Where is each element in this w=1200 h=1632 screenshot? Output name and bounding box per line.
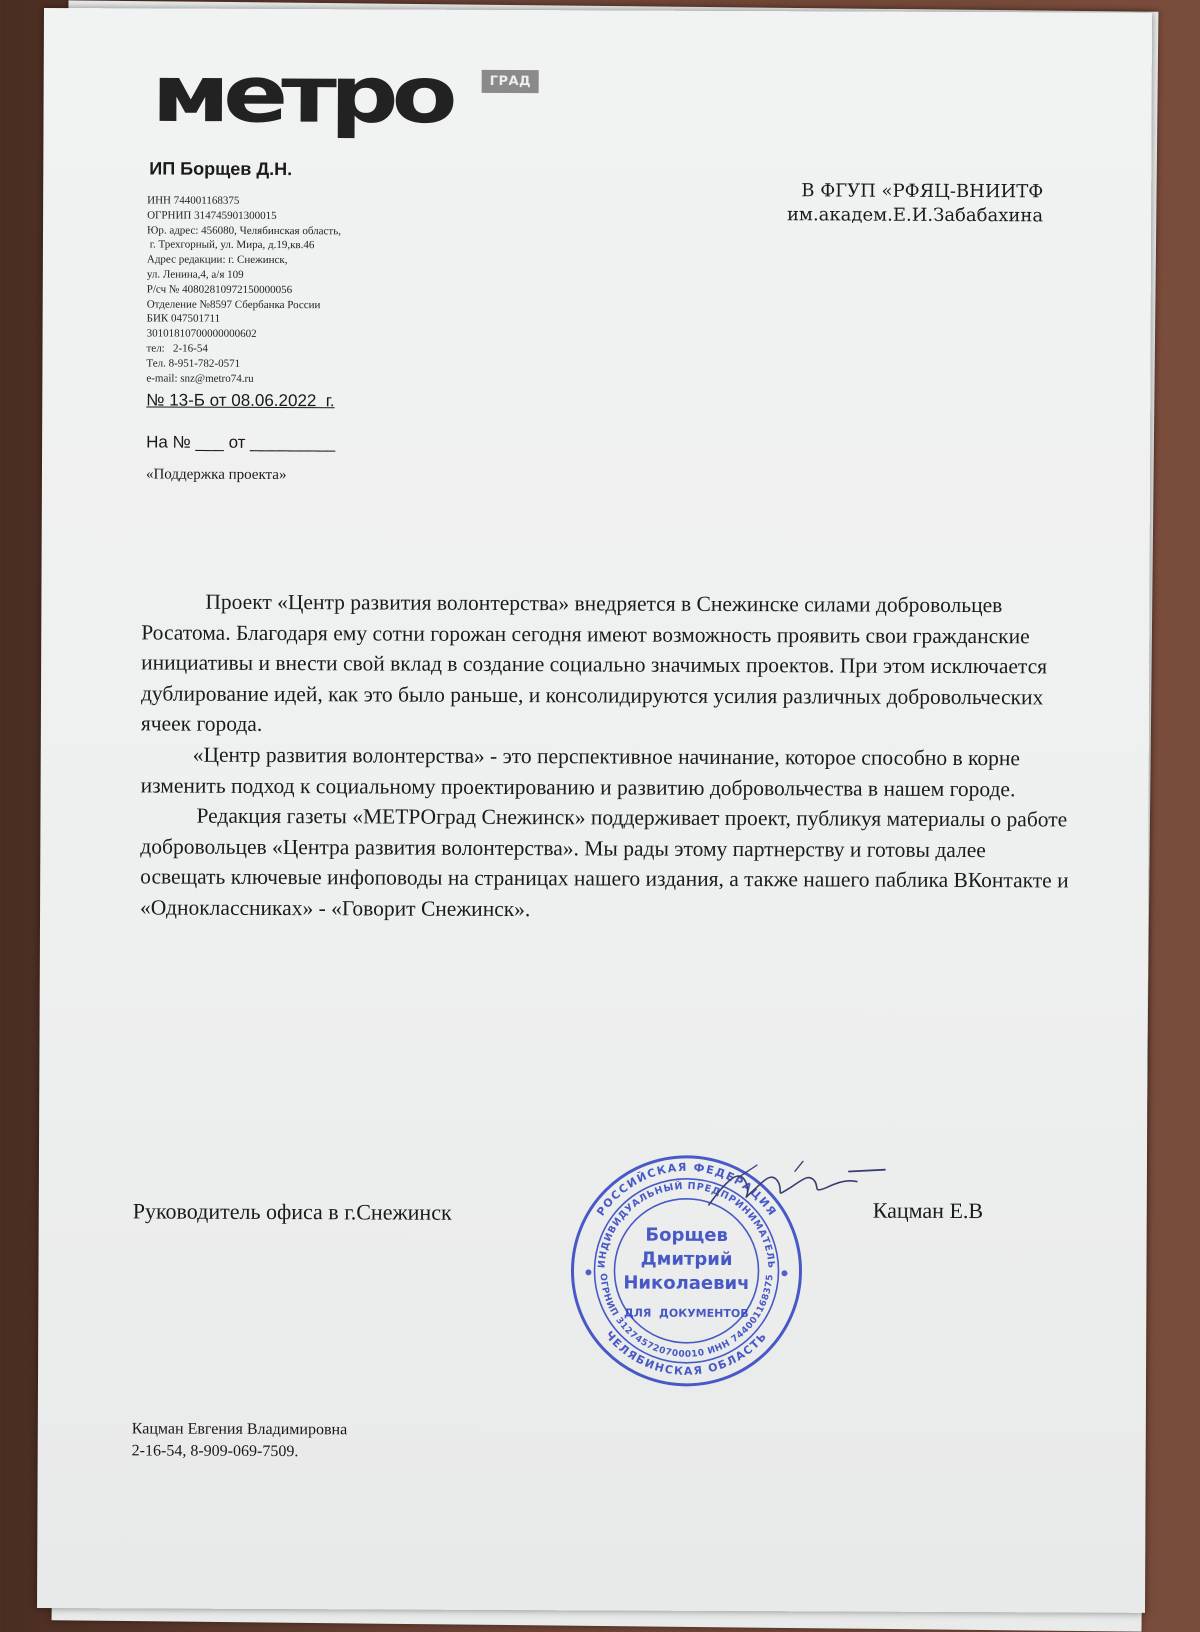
stamp-center-line: Николаевич (623, 1272, 750, 1295)
requisite-line: e-mail: snz@metro74.ru (146, 372, 254, 385)
stamp-center-line: ДЛЯ ДОКУМЕНТОВ (623, 1306, 749, 1321)
contact-phones: 2-16-54, 8-909-069-7509. (131, 1442, 299, 1461)
recipient-line: В ФГУП «РФЯЦ-ВНИИТФ (801, 180, 1044, 203)
body-paragraph: Редакция газеты «МЕТРОград Снежинск» поддерживает проект, публикуя материалы о работе добровольцев «Центра развития волонтерства». Мы рады этому партнерству и готовы далее освещать ключевые инфоповоды на страницах нашего издания, а также нашего паблика ВКонтакте и «Одноклассниках» - «Говорит Снежинск». (140, 803, 1069, 922)
company-name: ИП Борщев Д.Н. (149, 158, 293, 180)
company-requisites (146, 193, 341, 386)
requisite-line: ул. Ленина,4, а/я 109 (146, 268, 244, 281)
requisite-line: 30101810700000000602 (146, 327, 257, 341)
metro-logo (151, 47, 532, 147)
stamp-outer-bottom: ЧЕЛЯБИНСКАЯ ОБЛАСТЬ (602, 1328, 770, 1378)
recipient-block (773, 179, 1043, 228)
stamp-center-line: Борщев (645, 1224, 728, 1246)
body-paragraph: «Центр развития волонтерства» - это перспективное начинание, которое способно в корне изменить подход к социальному проектированию и развитию добровольчества в нашем городе. (140, 742, 1021, 801)
recipient-line: им.академ.Е.И.Забабахина (786, 204, 1044, 227)
requisite-line: ОГРНИП 314745901300015 (147, 209, 277, 222)
requisite-line: Адрес редакции: г. Снежинск, (146, 253, 288, 267)
requisite-line: Тел. 8-951-782-0571 (146, 357, 241, 370)
signatory-role: Руководитель офиса в г.Снежинск (132, 1198, 452, 1225)
letter-body (140, 586, 1071, 927)
stamp-inner-top: ИНДИВИДУАЛЬНЫЙ ПРЕДПРИНИМАТЕЛЬ (596, 1180, 777, 1270)
requisite-line: БИК 047501711 (146, 312, 221, 326)
body-paragraph: Проект «Центр развития волонтерства» внедряется в Снежинске силами добровольцев Росатома. Благодаря ему сотни горожан сегодня имеют возможность проявить свои гражданские инициативы и внести свой вклад в создание социально значимых проектов. При этом исключается дублирование идей, как это было раньше, и консолидируются усилия различных добровольческих ячеек города. (140, 589, 1048, 737)
requisite-line: Юр. адрес: 456080, Челябинская область, (147, 224, 342, 237)
stamp-center-line: Дмитрий (640, 1248, 733, 1271)
requisite-line: г. Трехгорный, ул. Мира, д.19,кв.46 (146, 238, 315, 252)
signatory-name: Кацман Е.В (872, 1197, 984, 1224)
contact-block (132, 1418, 348, 1463)
requisite-line: Отделение №8597 Сбербанка России (146, 298, 321, 311)
contact-name: Кацман Евгения Владимировна (131, 1420, 348, 1439)
requisite-line: тел: 2-16-54 (146, 342, 208, 355)
stamp-inner-bottom: ОГРНИП 312745720700010 ИНН 744001168375 (597, 1272, 776, 1360)
outgoing-number: № 13-Б от 08.06.2022 г. (146, 390, 335, 411)
requisite-line: Р/сч № 40802810972150000056 (146, 283, 293, 296)
incoming-reference: На № ___ от _________ (146, 432, 336, 453)
letter-subject: «Поддержка проекта» (145, 466, 287, 484)
requisite-line: ИНН 744001168375 (147, 194, 240, 207)
handwritten-signature (699, 1157, 889, 1218)
stamp-outer-top: РОССИЙСКАЯ ФЕДЕРАЦИЯ (594, 1160, 780, 1220)
letter-page (37, 8, 1152, 1613)
logo-text: метро (151, 47, 451, 142)
logo-badge: ГРАД (482, 70, 540, 93)
